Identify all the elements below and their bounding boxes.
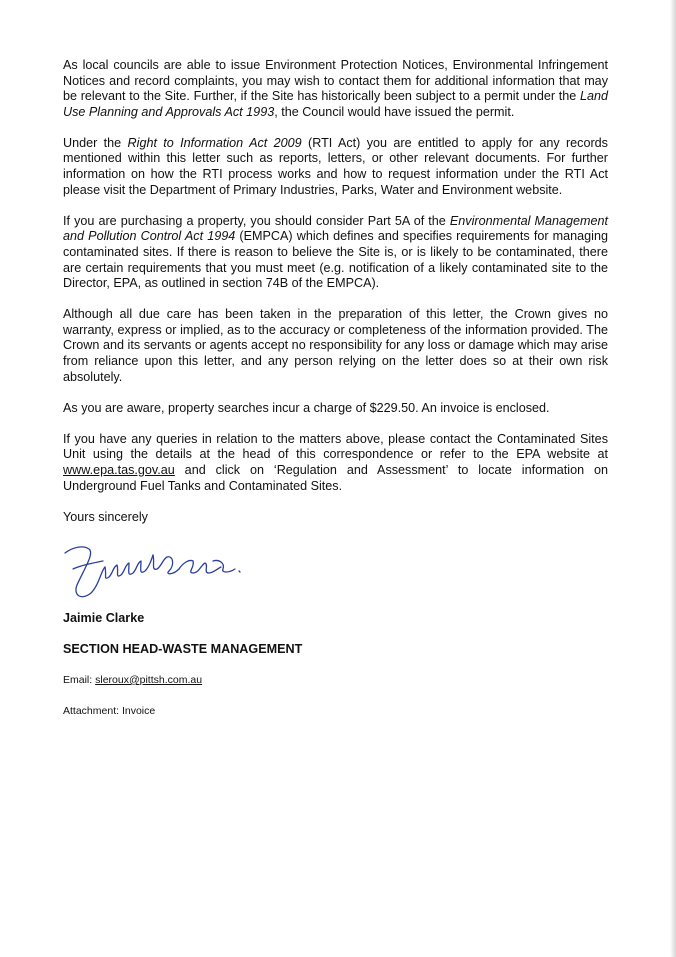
letter-body <box>63 58 608 735</box>
paragraph-rti-act: Under the Right to Information Act 2009 (RTI Act) you are entitled to apply for any records mentioned within this letter such as reports, letters, or other relevant documents. For further information on how the RTI process works and how to request information under the RTI Act please visit the Department of Primary Industries, Parks, Water and Environment website. <box>63 135 608 197</box>
page-edge-shadow <box>670 0 676 957</box>
attachment-note: Attachment: Invoice <box>63 705 156 718</box>
email-line <box>63 673 608 689</box>
email-link[interactable]: sleroux@pittsh.com.au <box>95 673 203 686</box>
signer-title: SECTION HEAD-WASTE MANAGEMENT <box>63 641 303 656</box>
paragraph-council-permits: As local councils are able to issue Environment Protection Notices, Environmental Infringement Notices and record complaints, you may wish to contact them for additional information that may be relevant to the Site. Further, if the Site has historically been subject to a permit under the Land Use Planning and Approvals Act 1993, the Council would have issued the permit. <box>63 58 608 119</box>
act-title-land-use: Land Use Planning and Approvals Act 1993 <box>63 89 608 119</box>
act-title-rti: Right to Information Act 2009 <box>127 135 302 150</box>
paragraph-charge: As you are aware, property searches incur a charge of $229.50. An invoice is enclosed. <box>63 400 550 415</box>
paragraph-disclaimer: Although all due care has been taken in the preparation of this letter, the Crown gives no warranty, express or implied, as to the accuracy or completeness of the information provided. The Crown and its servants or agents accept no responsibility for any loss or damage which may arise from reliance upon this letter, and any person relying on the letter does so at their own risk absolutely. <box>63 307 608 384</box>
paragraph-empca: If you are purchasing a property, you should consider Part 5A of the Environmental Management and Pollution Control Act 1994 (EMPCA) which defines and specifies requirements for managing contaminated sites. If there is reason to believe the Site is, or is likely to be contaminated, there are certain requirements that you must meet (e.g. notification of a likely contaminated site to the Director, EPA, as outlined in section 74B of the EMPCA). <box>63 213 609 291</box>
act-title-empca: Environmental Management and Pollution Control Act 1994 <box>63 213 609 244</box>
email-label: Email: <box>63 673 93 686</box>
signer-name: Jaimie Clarke <box>63 610 145 625</box>
paragraph-queries: If you have any queries in relation to the matters above, please contact the Contaminated Sites Unit using the details at the head of this correspondence or refer to the EPA website at www.epa.tas.gov.au and click on ‘Regulation and Assessment’ to locate information on Underground Fuel Tanks and Contaminated Sites. <box>63 431 608 493</box>
closing-salutation: Yours sincerely <box>63 509 148 524</box>
signature-strokes <box>65 547 240 597</box>
epa-website-link[interactable]: www.epa.tas.gov.au <box>63 462 175 477</box>
handwritten-signature <box>63 541 253 611</box>
